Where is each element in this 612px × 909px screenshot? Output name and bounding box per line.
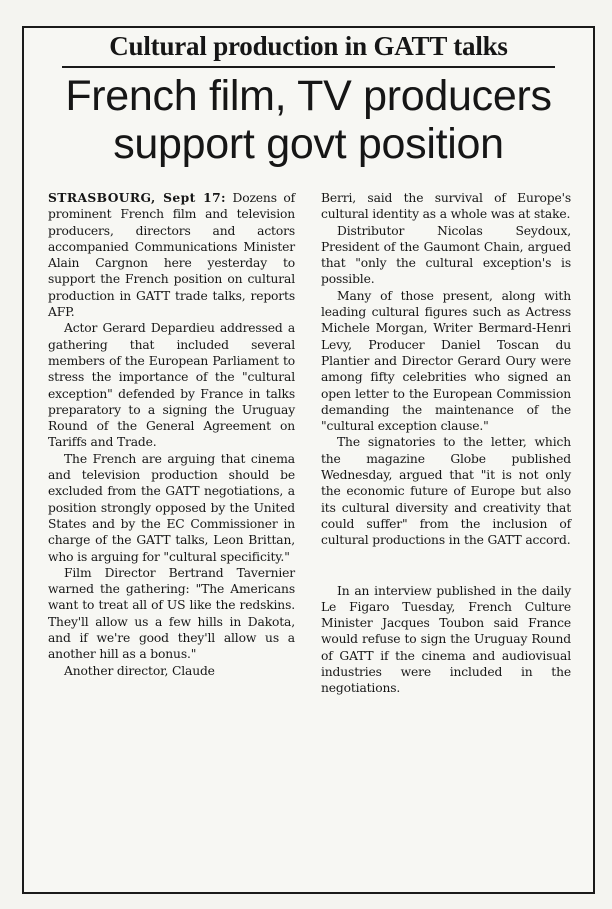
paragraph: Many of those present, along with leading cultural figures such as Actress Michele Morgan, Writer Bermard-Henri Levy, Producer Daniel Toscan du Plantier and Director Gerard Oury were among fifty celebrities who signed an open letter to the European Commission demanding the maintenance of the "cultural exception clause.": [321, 288, 571, 434]
headline-line-1: French film, TV producers: [65, 72, 552, 120]
paragraph: The French are arguing that cinema and television production should be excluded from the GATT negotiations, a position strongly opposed by the United States and by the EC Commissioner in charge of the GATT talks, Leon Brittan, who is arguing for "cultural specificity.": [48, 451, 295, 564]
dateline: STRASBOURG, Sept 17:: [48, 190, 226, 205]
headline-line-2: support govt position: [113, 120, 504, 168]
paragraph: Film Director Bertrand Tavernier warned the gathering: "The Americans want to treat all of US like the redskins. They'll allow us a few hills in Dakota, and if we're good they'll allow us a another hill as a bonus.": [48, 565, 295, 662]
paragraph: In an interview published in the daily Le Figaro Tuesday, French Culture Minister Jacques Toubon said France would refuse to sign the Uruguay Round of GATT if the cinema and audiovisual industries were included in the negotiations.: [321, 583, 571, 696]
article-column-left: [48, 190, 295, 679]
paragraph-text: Dozens of prominent French film and television producers, directors and actors accompanied Communications Minister Alain Cargnon here yesterday to support the French position on cultural production in GATT trade talks, reports AFP.: [48, 191, 296, 320]
article-column-right: [321, 190, 571, 697]
paragraph: Another director, Claude: [64, 663, 215, 678]
newspaper-clipping: [22, 26, 595, 894]
paragraph: [48, 190, 295, 320]
kicker-heading: Cultural production in GATT talks: [109, 31, 508, 61]
kicker-underline: [62, 66, 555, 68]
headline: [24, 72, 593, 168]
paragraph: Actor Gerard Depardieu addressed a gathering that included several members of the European Parliament to stress the importance of the "cultural exception" defended by France in talks preparatory to a signing the Uruguay Round of the General Agreement on Tariffs and Trade.: [48, 321, 295, 450]
paragraph: Berri, said the survival of Europe's cultural identity as a whole was at stake.: [321, 191, 571, 222]
paragraph: The signatories to the letter, which the magazine Globe published Wednesday, argued that "it is not only the economic future of Europe but also its cultural diversity and creativity that could suffer" from the inclusion of cultural productions in the GATT accord.: [321, 435, 571, 548]
paragraph: Distributor Nicolas Seydoux, President of the Gaumont Chain, argued that "only the cultural exception's is possible.: [321, 223, 571, 287]
